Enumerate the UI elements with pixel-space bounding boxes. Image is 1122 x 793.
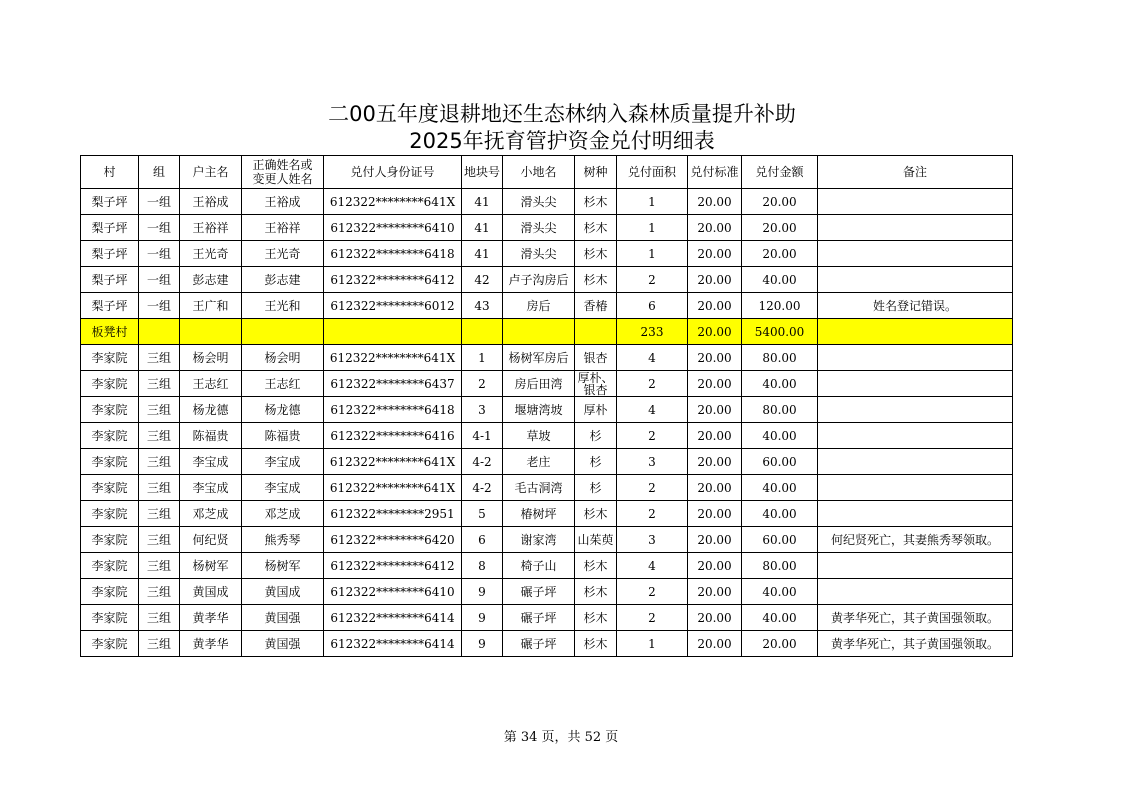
- cell-remark: [818, 501, 1013, 527]
- cell-tree-species: 杉木: [575, 605, 617, 631]
- header-standard: 兑付标准: [688, 156, 742, 189]
- header-id-number: 兑付人身份证号: [324, 156, 462, 189]
- cell-plot-number: 41: [462, 215, 503, 241]
- cell-group: 三组: [139, 345, 180, 371]
- payment-detail-table: [80, 155, 1013, 657]
- cell-tree-species: 山茱萸: [575, 527, 617, 553]
- cell-tree-species: 厚朴、 银杏: [575, 371, 617, 397]
- cell-id-number: 612322********6416: [324, 423, 462, 449]
- cell-plot-number: 41: [462, 189, 503, 215]
- cell-amount: 60.00: [742, 449, 818, 475]
- cell-plot-number: 4-2: [462, 475, 503, 501]
- cell-householder: 王志红: [180, 371, 242, 397]
- cell-amount: 40.00: [742, 267, 818, 293]
- cell-tree-species: 杉木: [575, 579, 617, 605]
- table-row: [81, 345, 1013, 371]
- cell-place-name: 滑头尖: [503, 215, 575, 241]
- cell-group: 三组: [139, 475, 180, 501]
- cell-amount: 40.00: [742, 501, 818, 527]
- cell-amount: 120.00: [742, 293, 818, 319]
- table-row: [81, 631, 1013, 657]
- table-row: [81, 423, 1013, 449]
- cell-standard: 20.00: [688, 371, 742, 397]
- cell-village: 板凳村: [81, 319, 139, 345]
- cell-plot-number: 9: [462, 631, 503, 657]
- cell-standard: 20.00: [688, 397, 742, 423]
- cell-tree-species: 杉木: [575, 631, 617, 657]
- cell-place-name: 毛古洞湾: [503, 475, 575, 501]
- cell-payee-name: 杨树军: [242, 553, 324, 579]
- cell-standard: 20.00: [688, 475, 742, 501]
- cell-householder: 李宝成: [180, 449, 242, 475]
- cell-place-name: 碾子坪: [503, 605, 575, 631]
- cell-id-number: 612322********6437: [324, 371, 462, 397]
- cell-plot-number: 9: [462, 579, 503, 605]
- cell-plot-number: 8: [462, 553, 503, 579]
- cell-householder: 杨树军: [180, 553, 242, 579]
- cell-village: 李家院: [81, 449, 139, 475]
- cell-payee-name: [242, 319, 324, 345]
- cell-remark: [818, 475, 1013, 501]
- village-subtotal-row: [81, 319, 1013, 345]
- header-tree-species: 树种: [575, 156, 617, 189]
- cell-amount: 80.00: [742, 397, 818, 423]
- cell-standard: 20.00: [688, 527, 742, 553]
- cell-group: 三组: [139, 423, 180, 449]
- cell-plot-number: 4-1: [462, 423, 503, 449]
- cell-area: 2: [617, 423, 688, 449]
- cell-remark: [818, 215, 1013, 241]
- cell-area: 3: [617, 527, 688, 553]
- cell-id-number: 612322********6414: [324, 631, 462, 657]
- header-amount: 兑付金额: [742, 156, 818, 189]
- cell-householder: 王广和: [180, 293, 242, 319]
- cell-village: 李家院: [81, 371, 139, 397]
- cell-area: 2: [617, 475, 688, 501]
- cell-place-name: 卢子沟房后: [503, 267, 575, 293]
- cell-remark: [818, 579, 1013, 605]
- cell-plot-number: 2: [462, 371, 503, 397]
- cell-area: 2: [617, 267, 688, 293]
- cell-id-number: 612322********6418: [324, 397, 462, 423]
- cell-amount: 20.00: [742, 631, 818, 657]
- cell-area: 1: [617, 215, 688, 241]
- cell-amount: 20.00: [742, 189, 818, 215]
- table-row: [81, 605, 1013, 631]
- cell-group: 一组: [139, 293, 180, 319]
- cell-standard: 20.00: [688, 267, 742, 293]
- cell-payee-name: 黄国成: [242, 579, 324, 605]
- cell-village: 李家院: [81, 345, 139, 371]
- table-row: [81, 267, 1013, 293]
- cell-remark: [818, 267, 1013, 293]
- cell-id-number: 612322********6410: [324, 215, 462, 241]
- cell-remark: 姓名登记错误。: [818, 293, 1013, 319]
- cell-area: 1: [617, 189, 688, 215]
- cell-amount: 20.00: [742, 215, 818, 241]
- cell-amount: 80.00: [742, 553, 818, 579]
- cell-group: 三组: [139, 553, 180, 579]
- table-header-row: [81, 156, 1013, 189]
- cell-tree-species: 杉木: [575, 215, 617, 241]
- cell-tree-species: 杉木: [575, 267, 617, 293]
- header-payee-name: 正确姓名或 变更人姓名: [242, 156, 324, 189]
- page-number: 第 34 页，共 52 页: [503, 730, 619, 745]
- cell-householder: [180, 319, 242, 345]
- table-row: [81, 579, 1013, 605]
- cell-standard: 20.00: [688, 319, 742, 345]
- cell-standard: 20.00: [688, 293, 742, 319]
- cell-group: 一组: [139, 215, 180, 241]
- cell-group: 三组: [139, 579, 180, 605]
- cell-plot-number: [462, 319, 503, 345]
- cell-area: 4: [617, 345, 688, 371]
- cell-householder: 黄国成: [180, 579, 242, 605]
- cell-payee-name: 王光和: [242, 293, 324, 319]
- document-title-line-1: 二00五年度退耕地还生态林纳入森林质量提升补助: [328, 102, 796, 126]
- cell-place-name: 滑头尖: [503, 241, 575, 267]
- cell-id-number: 612322********641X: [324, 189, 462, 215]
- cell-group: [139, 319, 180, 345]
- cell-remark: [818, 423, 1013, 449]
- cell-id-number: 612322********6412: [324, 267, 462, 293]
- table-row: [81, 371, 1013, 397]
- cell-plot-number: 3: [462, 397, 503, 423]
- cell-amount: 40.00: [742, 423, 818, 449]
- cell-place-name: 谢家湾: [503, 527, 575, 553]
- table-row: [81, 241, 1013, 267]
- cell-village: 李家院: [81, 631, 139, 657]
- cell-id-number: 612322********6420: [324, 527, 462, 553]
- cell-area: 233: [617, 319, 688, 345]
- cell-tree-species: 杉: [575, 423, 617, 449]
- cell-householder: 何纪贤: [180, 527, 242, 553]
- cell-group: 三组: [139, 449, 180, 475]
- table-row: [81, 397, 1013, 423]
- table-row: [81, 189, 1013, 215]
- table-row: [81, 475, 1013, 501]
- cell-plot-number: 4-2: [462, 449, 503, 475]
- cell-amount: 20.00: [742, 241, 818, 267]
- cell-remark: 黄孝华死亡，其子黄国强领取。: [818, 631, 1013, 657]
- cell-standard: 20.00: [688, 579, 742, 605]
- cell-amount: 40.00: [742, 475, 818, 501]
- cell-village: 李家院: [81, 605, 139, 631]
- cell-area: 2: [617, 605, 688, 631]
- cell-householder: 黄孝华: [180, 605, 242, 631]
- cell-place-name: 堰塘湾坡: [503, 397, 575, 423]
- cell-remark: 黄孝华死亡，其子黄国强领取。: [818, 605, 1013, 631]
- cell-group: 一组: [139, 241, 180, 267]
- cell-village: 李家院: [81, 501, 139, 527]
- cell-householder: 王光奇: [180, 241, 242, 267]
- cell-plot-number: 43: [462, 293, 503, 319]
- cell-amount: 80.00: [742, 345, 818, 371]
- cell-place-name: [503, 319, 575, 345]
- cell-tree-species: 杉木: [575, 501, 617, 527]
- cell-payee-name: 杨龙德: [242, 397, 324, 423]
- cell-village: 李家院: [81, 527, 139, 553]
- cell-remark: [818, 241, 1013, 267]
- cell-payee-name: 王志红: [242, 371, 324, 397]
- cell-payee-name: 王光奇: [242, 241, 324, 267]
- cell-place-name: 碾子坪: [503, 579, 575, 605]
- cell-plot-number: 1: [462, 345, 503, 371]
- cell-standard: 20.00: [688, 631, 742, 657]
- cell-area: 2: [617, 371, 688, 397]
- cell-plot-number: 41: [462, 241, 503, 267]
- cell-group: 一组: [139, 267, 180, 293]
- cell-standard: 20.00: [688, 605, 742, 631]
- cell-group: 三组: [139, 631, 180, 657]
- cell-standard: 20.00: [688, 501, 742, 527]
- cell-id-number: 612322********6012: [324, 293, 462, 319]
- cell-tree-species: 厚朴: [575, 397, 617, 423]
- cell-village: 李家院: [81, 397, 139, 423]
- cell-householder: 陈福贵: [180, 423, 242, 449]
- cell-place-name: 椿树坪: [503, 501, 575, 527]
- document-title-line-2: 2025年抚育管护资金兑付明细表: [409, 129, 715, 153]
- cell-group: 三组: [139, 371, 180, 397]
- cell-group: 三组: [139, 501, 180, 527]
- cell-area: 2: [617, 579, 688, 605]
- cell-householder: 杨龙德: [180, 397, 242, 423]
- cell-payee-name: 陈福贵: [242, 423, 324, 449]
- cell-plot-number: 9: [462, 605, 503, 631]
- cell-standard: 20.00: [688, 215, 742, 241]
- cell-plot-number: 6: [462, 527, 503, 553]
- cell-remark: 何纪贤死亡，其妻熊秀琴领取。: [818, 527, 1013, 553]
- cell-payee-name: 王裕祥: [242, 215, 324, 241]
- cell-householder: 王裕祥: [180, 215, 242, 241]
- cell-id-number: 612322********6410: [324, 579, 462, 605]
- table-row: [81, 293, 1013, 319]
- cell-group: 三组: [139, 397, 180, 423]
- cell-payee-name: 李宝成: [242, 475, 324, 501]
- cell-standard: 20.00: [688, 553, 742, 579]
- cell-remark: [818, 345, 1013, 371]
- cell-village: 梨子坪: [81, 189, 139, 215]
- cell-tree-species: 杉: [575, 475, 617, 501]
- cell-remark: [818, 371, 1013, 397]
- cell-standard: 20.00: [688, 345, 742, 371]
- cell-standard: 20.00: [688, 449, 742, 475]
- cell-householder: 邓芝成: [180, 501, 242, 527]
- cell-remark: [818, 319, 1013, 345]
- cell-tree-species: 香椿: [575, 293, 617, 319]
- cell-householder: 李宝成: [180, 475, 242, 501]
- cell-place-name: 房后: [503, 293, 575, 319]
- cell-id-number: 612322********641X: [324, 449, 462, 475]
- table-row: [81, 553, 1013, 579]
- cell-tree-species: 银杏: [575, 345, 617, 371]
- cell-village: 梨子坪: [81, 241, 139, 267]
- cell-area: 6: [617, 293, 688, 319]
- table-row: [81, 527, 1013, 553]
- cell-id-number: 612322********6418: [324, 241, 462, 267]
- table-row: [81, 449, 1013, 475]
- cell-standard: 20.00: [688, 241, 742, 267]
- cell-village: 李家院: [81, 423, 139, 449]
- cell-remark: [818, 189, 1013, 215]
- cell-tree-species: 杉木: [575, 189, 617, 215]
- cell-householder: 黄孝华: [180, 631, 242, 657]
- cell-group: 一组: [139, 189, 180, 215]
- cell-village: 梨子坪: [81, 267, 139, 293]
- cell-tree-species: 杉木: [575, 241, 617, 267]
- header-village: 村: [81, 156, 139, 189]
- cell-payee-name: 邓芝成: [242, 501, 324, 527]
- cell-payee-name: 熊秀琴: [242, 527, 324, 553]
- cell-place-name: 椅子山: [503, 553, 575, 579]
- cell-group: 三组: [139, 527, 180, 553]
- cell-tree-species: 杉: [575, 449, 617, 475]
- cell-amount: 5400.00: [742, 319, 818, 345]
- header-householder: 户主名: [180, 156, 242, 189]
- cell-id-number: 612322********6414: [324, 605, 462, 631]
- cell-id-number: 612322********641X: [324, 475, 462, 501]
- cell-area: 3: [617, 449, 688, 475]
- cell-payee-name: 黄国强: [242, 605, 324, 631]
- cell-village: 梨子坪: [81, 293, 139, 319]
- cell-id-number: 612322********6412: [324, 553, 462, 579]
- cell-group: 三组: [139, 605, 180, 631]
- cell-amount: 60.00: [742, 527, 818, 553]
- cell-standard: 20.00: [688, 423, 742, 449]
- cell-payee-name: 李宝成: [242, 449, 324, 475]
- cell-id-number: [324, 319, 462, 345]
- cell-payee-name: 杨会明: [242, 345, 324, 371]
- cell-remark: [818, 449, 1013, 475]
- cell-payee-name: 王裕成: [242, 189, 324, 215]
- cell-place-name: 滑头尖: [503, 189, 575, 215]
- cell-amount: 40.00: [742, 579, 818, 605]
- cell-householder: 彭志建: [180, 267, 242, 293]
- cell-village: 李家院: [81, 475, 139, 501]
- table-row: [81, 501, 1013, 527]
- cell-village: 梨子坪: [81, 215, 139, 241]
- cell-area: 4: [617, 397, 688, 423]
- cell-place-name: 草坡: [503, 423, 575, 449]
- header-place-name: 小地名: [503, 156, 575, 189]
- cell-amount: 40.00: [742, 605, 818, 631]
- cell-householder: 杨会明: [180, 345, 242, 371]
- header-area: 兑付面积: [617, 156, 688, 189]
- header-plot-number: 地块号: [462, 156, 503, 189]
- cell-payee-name: 黄国强: [242, 631, 324, 657]
- cell-payee-name: 彭志建: [242, 267, 324, 293]
- cell-place-name: 房后田湾: [503, 371, 575, 397]
- header-group: 组: [139, 156, 180, 189]
- cell-tree-species: 杉木: [575, 553, 617, 579]
- cell-plot-number: 5: [462, 501, 503, 527]
- table-row: [81, 215, 1013, 241]
- cell-id-number: 612322********641X: [324, 345, 462, 371]
- cell-place-name: 碾子坪: [503, 631, 575, 657]
- cell-village: 李家院: [81, 553, 139, 579]
- header-remark: 备注: [818, 156, 1013, 189]
- cell-area: 4: [617, 553, 688, 579]
- cell-standard: 20.00: [688, 189, 742, 215]
- cell-householder: 王裕成: [180, 189, 242, 215]
- cell-area: 1: [617, 241, 688, 267]
- cell-area: 1: [617, 631, 688, 657]
- cell-amount: 40.00: [742, 371, 818, 397]
- cell-village: 李家院: [81, 579, 139, 605]
- cell-place-name: 杨树军房后: [503, 345, 575, 371]
- cell-remark: [818, 397, 1013, 423]
- cell-id-number: 612322********2951: [324, 501, 462, 527]
- cell-remark: [818, 553, 1013, 579]
- cell-place-name: 老庄: [503, 449, 575, 475]
- cell-area: 2: [617, 501, 688, 527]
- cell-tree-species: [575, 319, 617, 345]
- cell-plot-number: 42: [462, 267, 503, 293]
